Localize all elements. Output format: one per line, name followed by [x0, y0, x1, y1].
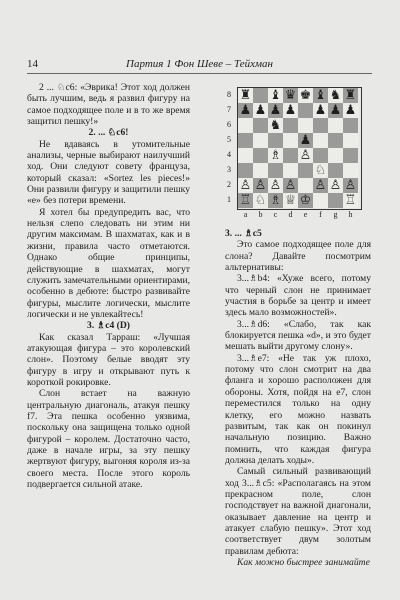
square-c8: ♝ [269, 88, 282, 103]
square-g3 [328, 163, 343, 178]
square-f3: ♘ [314, 163, 327, 178]
square-c4: ♗ [269, 148, 282, 163]
square-d4 [283, 148, 298, 163]
square-h7: ♟ [344, 103, 357, 118]
square-b4 [253, 148, 268, 163]
square-g7: ♟ [329, 103, 342, 118]
rank-label: 7 [227, 105, 231, 114]
file-label: b [258, 210, 263, 219]
paragraph: Как сказал Тарраш: «Лучшая атакующая фигура – это королевский слон». Поэтому белые вводят эту фигуру в игру и открывают путь к короткой рокировке. [27, 331, 190, 388]
rank-label: 2 [227, 180, 231, 189]
move-heading: 3. ... ♗c5 [225, 228, 262, 239]
rank-label: 4 [227, 150, 231, 159]
file-label: f [319, 210, 322, 219]
square-f1 [313, 193, 328, 208]
paragraph: 3...♗e7: «Не так уж плохо, потому что слон смотрит на два фланга и хорошо расположен для обороны. Хотя, пойдя на e7, слон переместился только на одну клетку, его можно назвать развитым, так как он покинул начальную позицию. Важно помнить, что каждая фигура должна делать ходы». [225, 352, 371, 466]
square-d2: ♙ [284, 178, 297, 193]
chess-diagram [225, 87, 373, 218]
square-e5: ♟ [299, 133, 312, 148]
square-e6 [298, 118, 313, 133]
move-heading: 2. ... ♘c6! [88, 127, 129, 139]
square-d7: ♟ [284, 103, 297, 118]
square-f4 [313, 148, 328, 163]
paragraph: 3...♗d6: «Слабо, так как блокируется пешка «d», и это будет мешать выйти другому слону». [225, 318, 371, 353]
square-g1 [328, 193, 343, 208]
square-b8 [253, 88, 268, 103]
move-heading: 3. ♗c4 (D) [87, 320, 130, 332]
square-f6 [313, 118, 328, 133]
header-rule [27, 73, 372, 74]
square-b3 [253, 163, 268, 178]
paragraph: Слон встает на важную центральную диагональ, атакуя пешку f7. Эта пешка особенно уязвима, поскольку она защищена только одной фигурой – королем. Достаточно часто, даже в начале игры, за эту пешку жертвуют фигуру, выгоняя короля из-за своего места. После этого король подвергается сильной атаке. [27, 388, 190, 491]
square-g4 [328, 148, 343, 163]
page-header [27, 58, 372, 72]
square-e1: ♔ [299, 193, 312, 208]
square-h6 [343, 118, 358, 133]
square-b7: ♟ [254, 103, 267, 118]
file-label: h [348, 210, 353, 219]
chess-board [237, 87, 362, 210]
square-c1: ♗ [269, 193, 282, 208]
paragraph: Не вдаваясь в утомительные анализы, черные выбирают наилучший ход. Они следуют совету француза, который сказал: «Sortez les pieces!» Они развили фигуру и защитили пешку «е» без потери времени. [27, 138, 190, 207]
square-d8: ♛ [284, 88, 297, 103]
file-label: d [288, 210, 293, 219]
file-label: g [333, 210, 338, 219]
square-c2: ♙ [269, 178, 282, 193]
square-e8: ♚ [299, 88, 312, 103]
file-label: e [303, 210, 308, 219]
square-h4 [343, 148, 358, 163]
rank-label: 8 [227, 90, 231, 99]
square-e3 [298, 163, 313, 178]
square-b6 [253, 118, 268, 133]
rank-label: 5 [227, 135, 231, 144]
square-c5 [268, 133, 283, 148]
right-column [225, 228, 371, 568]
square-f8: ♝ [314, 88, 327, 103]
paragraph: Самый сильный развивающий ход 3...♗c5: «Располагаясь на этом прекрасном поле, слон господствует на важной диагонали, оказывает давление на центр и атакует слабую пешку». Этот ход соответствует двум золотым правилам дебюта: [225, 466, 371, 557]
square-f2: ♙ [314, 178, 327, 193]
rank-label: 3 [227, 165, 231, 174]
square-a7: ♟ [239, 103, 252, 118]
square-a8: ♜ [239, 88, 252, 103]
rank-label: 1 [227, 195, 231, 204]
square-h8: ♜ [344, 88, 357, 103]
square-d6 [283, 118, 298, 133]
paragraph: Я хотел бы предупредить вас, что нельзя слепо следовать ни этим ни другим максимам. В шахматах, как и в жизни, правила часто отметаются. Однако общие принципы, действующие в шахматах, могут служить замечательными ориентирами, особенно в дебюте: быстро развивайте фигуры, мыслите логически, мыслите логически и не увлекайтесь! [27, 206, 190, 320]
square-c3 [268, 163, 283, 178]
square-c7: ♟ [269, 103, 282, 118]
square-a6 [238, 118, 253, 133]
square-b2: ♙ [254, 178, 267, 193]
square-d3 [283, 163, 298, 178]
square-d5 [283, 133, 298, 148]
square-a4 [238, 148, 253, 163]
paragraph: 2 ... ♘c6: «Эврика! Этот ход должен быть лучшим, ведь я развил фигуру на самое подходящее поле и в то же время защитил пешку!» [27, 82, 190, 128]
square-e2 [298, 178, 313, 193]
file-label: a [243, 210, 248, 219]
left-column [27, 82, 190, 490]
square-e7 [298, 103, 313, 118]
square-a1: ♖ [239, 193, 252, 208]
square-a5 [238, 133, 253, 148]
paragraph: Это самое подходящее поле для слона? Давайте посмотрим альтернативы: [225, 239, 371, 274]
page-number: 14 [27, 58, 38, 70]
square-h1: ♖ [344, 193, 357, 208]
square-g6 [328, 118, 343, 133]
file-labels [237, 210, 362, 220]
square-g8: ♞ [329, 88, 342, 103]
rank-label: 6 [227, 120, 231, 129]
square-b5 [253, 133, 268, 148]
square-e4: ♙ [299, 148, 312, 163]
square-h5 [343, 133, 358, 148]
file-label: c [273, 210, 278, 219]
square-h2: ♙ [344, 178, 357, 193]
square-a3 [238, 163, 253, 178]
square-g5 [328, 133, 343, 148]
square-h3 [343, 163, 358, 178]
square-d1: ♕ [284, 193, 297, 208]
square-b1: ♘ [254, 193, 267, 208]
square-f5 [313, 133, 328, 148]
square-a2: ♙ [239, 178, 252, 193]
square-c6: ♞ [269, 118, 282, 133]
paragraph: Как можно быстрее занимайте [237, 556, 370, 568]
square-g2: ♙ [329, 178, 342, 193]
paragraph: 3...♗b4: «Хуже всего, потому что черный слон не принимает участия в борьбе за центр и имеет здесь мало возможностей». [225, 273, 371, 319]
square-f7: ♟ [314, 103, 327, 118]
running-title: Партия 1 Фон Шеве – Тейхман [126, 58, 273, 70]
